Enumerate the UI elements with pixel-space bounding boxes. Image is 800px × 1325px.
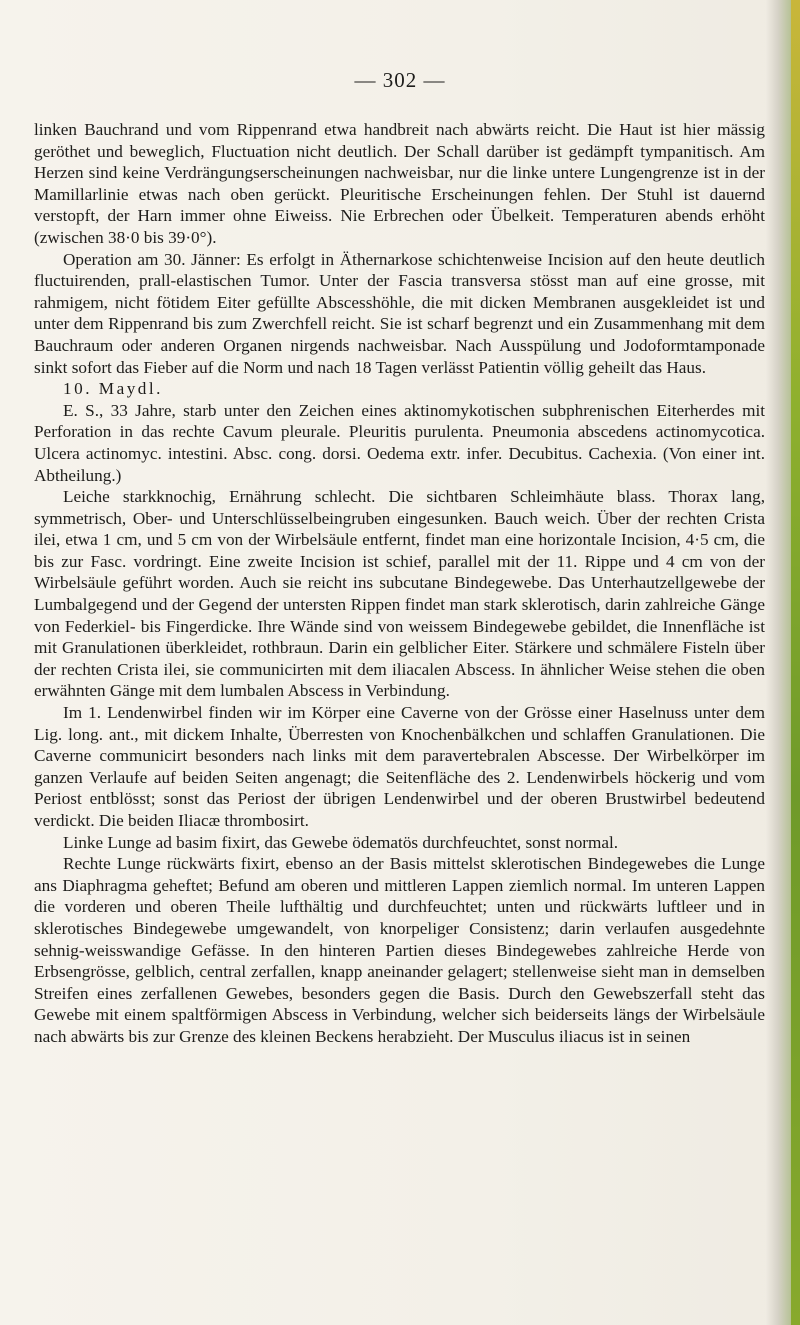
page-edge-strip [791,0,800,1325]
page-number: — 302 — [354,68,446,92]
case-heading: 10. Maydl. [63,379,163,399]
paragraph-lumbar-vertebra: Im 1. Lendenwirbel finden wir im Körper eine Caverne von der Grösse einer Haselnuss unter dem Lig. long. ant., mit dickem Inhalte, Überresten von Knochenbälkchen und schlaffen Granulationen. Die Caverne communicirt besonders nach links mit dem paravertebralen Abscesse. Der Wirbelkörper im ganzen Verlaufe auf beiden Seiten angenagt; die Seitenfläche des 2. Lendenwirbels höckerig und vom Periost entblösst; sonst das Periost der übrigen Lendenwirbel und der oberen Brustwirbel bedeutend verdickt. Die beiden Iliacæ thrombosirt. [34,703,765,830]
body-text [34,119,765,1048]
paragraph-case-summary: E. S., 33 Jahre, starb unter den Zeichen eines aktinomykotischen subphrenischen Eiterherdes mit Perforation in das rechte Cavum pleurale. Pleuritis purulenta. Pneumonia abscedens actinomycotica. Ulcera actinomyc. intestini. Absc. cong. dorsi. Oedema extr. infer. Decubitus. Cachexia. (Von einer int. Abtheilung.) [34,400,765,485]
paragraph-left-lung: Linke Lunge ad basim fixirt, das Gewebe ödematös durchfeuchtet, sonst normal. [63,832,619,852]
paragraph-autopsy: Leiche starkknochig, Ernährung schlecht. Die sichtbaren Schleimhäute blass. Thorax lang, symmetrisch, Ober- und Unterschlüsselbeingruben eingesunken. Bauch weich. Über der rechten Crista ilei, etwa 1 cm, und 5 cm von der Wirbelsäule entfernt, findet man eine horizontale Incision, 4·5 cm, die bis zur Fasc. vordringt. Eine zweite Incision ist schief, parallel mit der 11. Rippe und 4 cm von der Wirbelsäule geführt worden. Auch sie reicht ins subcutane Bindegewebe. Das Unterhautzellgewebe der Lumbalgegend und der Gegend der untersten Rippen findet man stark sklerotisch, darin zahlreiche Gänge von Federkiel- bis Fingerdicke. Ihre Wände sind von weissem Bindegewebe gebildet, die Innenfläche ist mit Granulationen überkleidet, rothbraun. Darin ein gelblicher Eiter. Stärkere und schmälere Fisteln über der rechten Crista ilei, sie communicirten mit dem iliacalen Abscess. In ähnlicher Weise stehen die oben erwähnten Gänge mit dem lumbalen Abscess in Verbindung. [34,487,765,701]
paragraph-right-lung: Rechte Lunge rückwärts fixirt, ebenso an der Basis mittelst sklerotischen Bindegewebes die Lunge ans Diaphragma geheftet; Befund am oberen und mittleren Lappen ziemlich normal. Im unteren Lappen die vorderen und oberen Theile lufthältig und durchfeuchtet; unten und rückwärts luftleer und in sklerotisches Bindegewebe umgewandelt, von knorpeliger Consistenz; darin verlaufen ausgedehnte sehnig-weisswandige Gefässe. In den hinteren Partien dieses Bindegewebes zahlreiche Herde von Erbsengrösse, gelblich, central zerfallen, knapp aneinander gelagert; stellenweise sieht man in demselben Streifen eines zerfallenen Gewebes, besonders gegen die Basis. Durch den Gewebszerfall steht das Gewebe mit einem spaltförmigen Abscess in Verbindung, welcher sich beiderseits längs der Wirbelsäule nach abwärts bis zur Grenze des kleinen Beckens herabzieht. Der Musculus iliacus ist in seinen [34,854,765,1046]
paragraph-operation: Operation am 30. Jänner: Es erfolgt in Äthernarkose schichtenweise Incision auf den heute deutlich fluctuirenden, prall-elastischen Tumor. Unter der Fascia transversa stösst man auf eine grosse, mit rahmigem, nicht fötidem Eiter gefüllte Abscesshöhle, die mit dicken Membranen ausgekleidet ist und unter dem Rippenrand bis zum Zwerchfell reicht. Sie ist scharf begrenzt und ein Zusammenhang mit dem Bauchraum oder anderen Organen nirgends nachweisbar. Nach Ausspülung und Jodoformtamponade sinkt sofort das Fieber auf die Norm und nach 18 Tagen verlässt Patientin völlig geheilt das Haus. [34,249,765,377]
paragraph-continuation: linken Bauchrand und vom Rippenrand etwa handbreit nach abwärts reicht. Die Haut ist hier mässig geröthet und beweglich, Fluctuation nicht deutlich. Der Schall darüber ist gedämpft tympanitisch. Am Herzen sind keine Verdrängungserscheinungen nachweisbar, nur die linke untere Lungengrenze ist in der Mamillarlinie etwas nach oben gerückt. Pleuritische Erscheinungen fehlen. Der Stuhl ist dauernd verstopft, der Harn immer ohne Eiweiss. Nie Erbrechen oder Übelkeit. Temperaturen abends erhöht (zwischen 38·0 bis 39·0°). [34,120,765,247]
